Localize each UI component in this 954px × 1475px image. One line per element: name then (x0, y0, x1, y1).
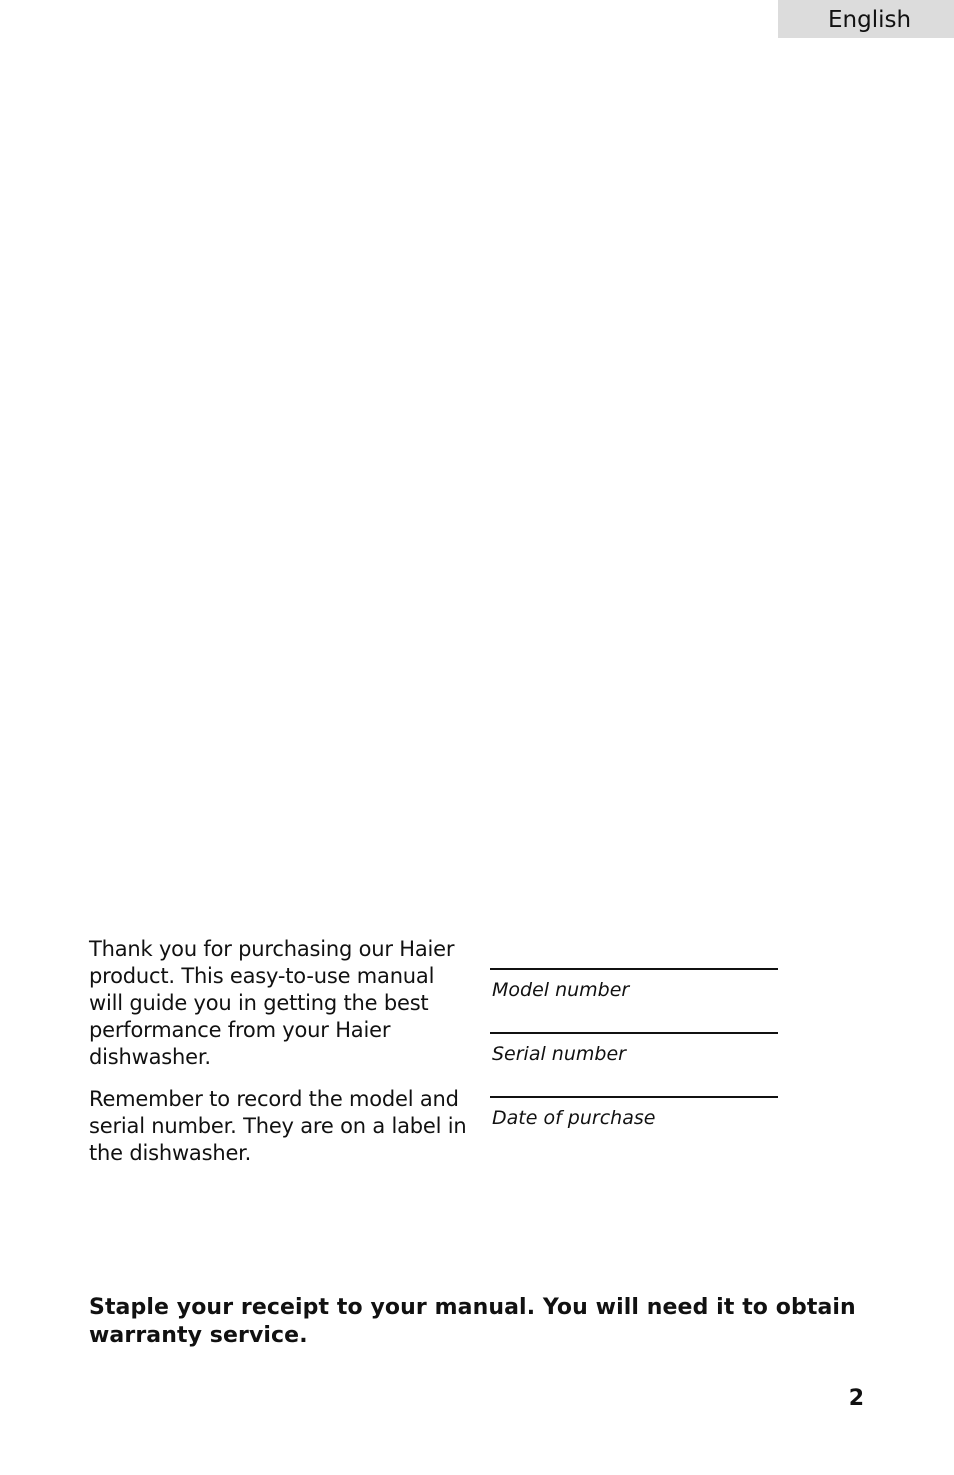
model-number-field: Model number (490, 968, 778, 1032)
intro-text (89, 936, 469, 1182)
serial-number-field: Serial number (490, 1032, 778, 1096)
intro-paragraph-thanks: Thank you for purchasing our Haier product. This easy-to-use manual will guide you in getting the best performance from your Haier dishwasher. (89, 937, 455, 1069)
intro-paragraph-record: Remember to record the model and serial number. They are on a label in the dishwasher. (89, 1087, 467, 1165)
date-of-purchase-field: Date of purchase (490, 1096, 778, 1160)
staple-receipt-notice: Staple your receipt to your manual. You will need it to obtain warranty service. (89, 1295, 856, 1348)
language-tab: English (778, 0, 954, 38)
record-fields (490, 968, 778, 1160)
page-number: 2 (848, 1386, 864, 1411)
